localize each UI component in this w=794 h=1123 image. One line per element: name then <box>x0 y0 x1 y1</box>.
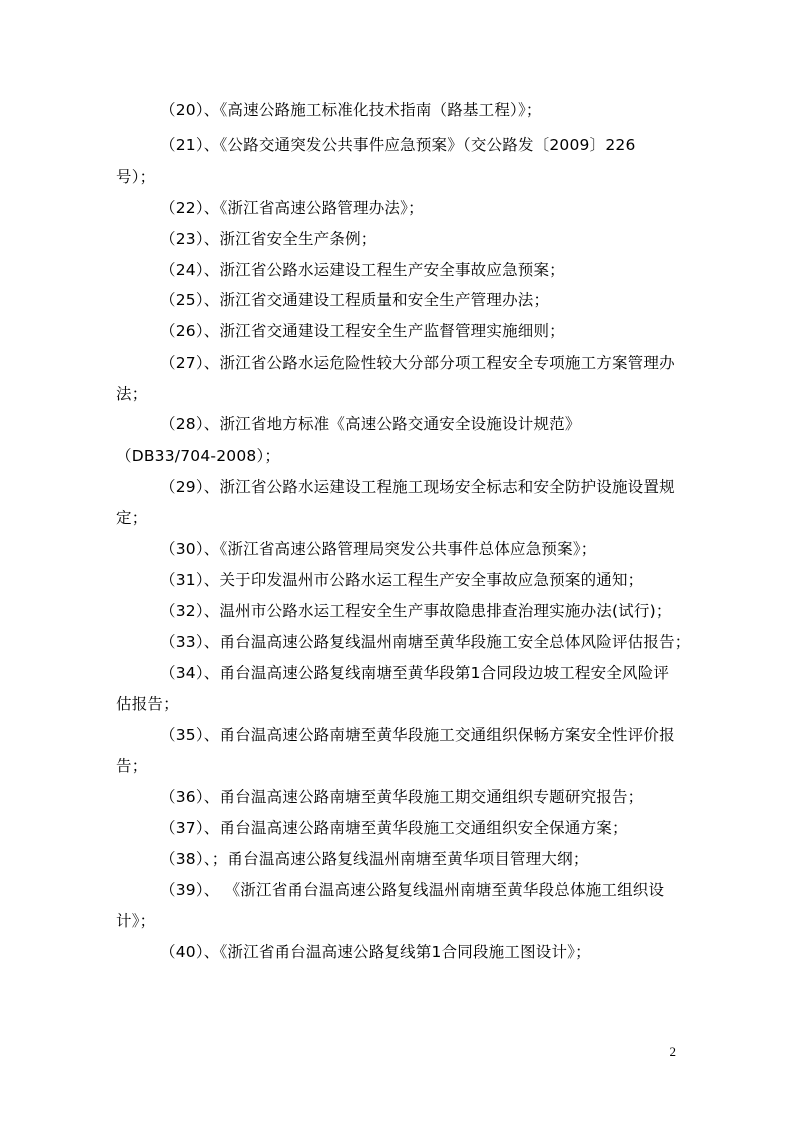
list-item-38: （38）、；甬台温高速公路复线温州南塘至黄华项目管理大纲； <box>160 850 589 868</box>
list-item-34: （34）、甬台温高速公路复线南塘至黄华段第1合同段边坡工程安全风险评 <box>160 664 670 682</box>
list-item-27: （27）、浙江省公路水运危险性较大分部分项工程安全专项施工方案管理办 <box>160 354 675 372</box>
list-item-31: （31）、关于印发温州市公路水运工程生产安全事故应急预案的通知； <box>160 571 644 589</box>
list-item-27-cont: 法； <box>116 385 148 403</box>
list-item-28: （28）、浙江省地方标准《高速公路交通安全设施设计规范》 <box>160 415 581 433</box>
list-item-35-cont: 告； <box>116 757 148 775</box>
list-item-36: （36）、甬台温高速公路南塘至黄华段施工期交通组织专题研究报告； <box>160 788 644 806</box>
list-item-21: （21）、《公路交通突发公共事件应急预案》（交公路发〔2009〕226 <box>160 136 636 154</box>
list-item-28-cont: （DB33/704-2008）； <box>116 447 281 465</box>
page-number: 2 <box>669 1044 676 1059</box>
list-item-30: （30）、《浙江省高速公路管理局突发公共事件总体应急预案》； <box>160 540 597 558</box>
list-item-34-cont: 估报告； <box>116 695 179 713</box>
list-item-39-cont: 计》； <box>116 912 156 930</box>
list-item-32: （32）、温州市公路水运工程安全生产事故隐患排查治理实施办法(试行)； <box>160 602 672 620</box>
list-item-23: （23）、浙江省安全生产条例； <box>160 230 377 248</box>
list-item-25: （25）、浙江省交通建设工程质量和安全生产管理办法； <box>160 291 550 309</box>
list-item-29: （29）、浙江省公路水运建设工程施工现场安全标志和安全防护设施设置规 <box>160 478 675 496</box>
list-item-33: （33）、甬台温高速公路复线温州南塘至黄华段施工安全总体风险评估报告； <box>160 633 691 651</box>
list-item-37: （37）、甬台温高速公路南塘至黄华段施工交通组织安全保通方案； <box>160 819 628 837</box>
list-item-24: （24）、浙江省公路水运建设工程生产安全事故应急预案； <box>160 261 565 279</box>
list-item-20: （20）、《高速公路施工标准化技术指南（路基工程）》； <box>160 101 542 119</box>
list-item-21-cont: 号）； <box>116 168 156 186</box>
list-item-22: （22）、《浙江省高速公路管理办法》； <box>160 199 424 217</box>
list-item-26: （26）、浙江省交通建设工程安全生产监督管理实施细则； <box>160 322 565 340</box>
list-item-35: （35）、甬台温高速公路南塘至黄华段施工交通组织保畅方案安全性评价报 <box>160 726 675 744</box>
list-item-40: （40）、《浙江省甬台温高速公路复线第1合同段施工图设计》； <box>160 943 591 961</box>
list-item-39: （39）、 《浙江省甬台温高速公路复线温州南塘至黄华段总体施工组织设 <box>160 881 665 899</box>
list-item-29-cont: 定； <box>116 509 148 527</box>
